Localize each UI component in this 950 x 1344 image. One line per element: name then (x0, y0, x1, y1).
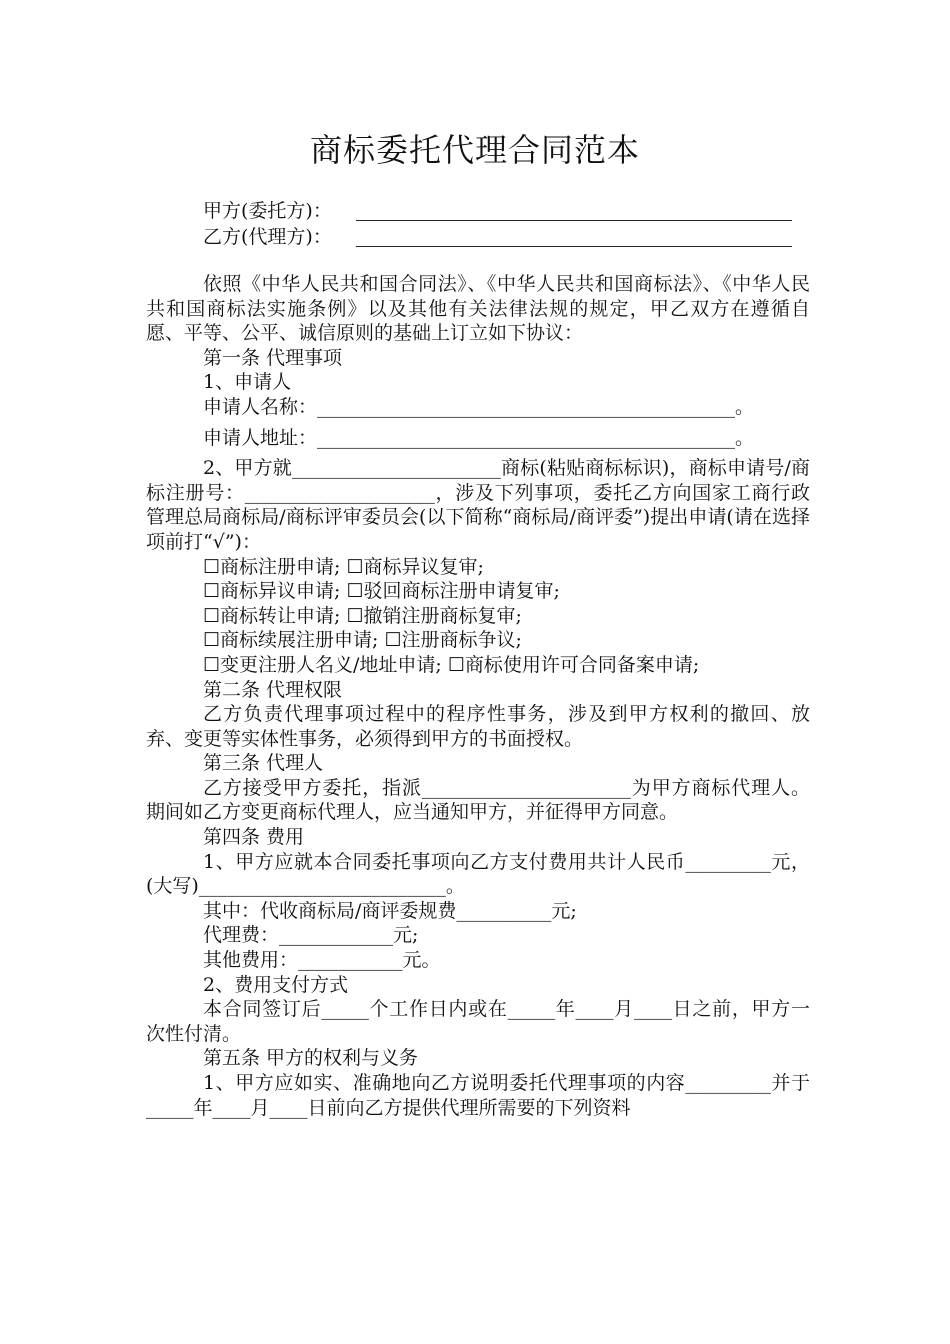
applicant-address-line: 申请人地址：____________________________________________。 (203, 426, 755, 449)
applicant-name-line: 申请人名称：____________________________________________。 (203, 395, 755, 418)
article-2-heading: 第二条 代理权限 (203, 678, 343, 701)
article-5-heading: 第五条 甲方的权利与义务 (203, 1047, 419, 1070)
party-a-label: 甲方(委托方)： (203, 200, 332, 222)
fee-official-line: 其中：代收商标局/商评委规费__________元; (203, 899, 577, 922)
article-2-paragraph: 乙方负责代理事项过程中的程序性事务，涉及到甲方权利的撤回、放弃、变更等实体性事务，必须得到甲方的书面授权。 (146, 703, 810, 750)
fee-other-line: 其他费用：___________元。 (203, 949, 441, 972)
article-3-heading: 第三条 代理人 (203, 752, 324, 775)
party-a-line (203, 199, 332, 224)
preamble-paragraph: 依照《中华人民共和国合同法》、《中华人民共和国商标法》、《中华人民共和国商标法实施条例》以及其他有关法律法规的规定，甲乙双方在遵循自愿、平等、公平、诚信原则的基础上订立如下协议： (146, 273, 810, 345)
option-row-2: ☐商标异议申请; ☐驳回商标注册申请复审; (203, 580, 560, 603)
applicant-heading: 1、申请人 (203, 371, 292, 394)
trademark-matters-paragraph: 2、甲方就______________________商标(粘贴商标标识)，商标申请号/商标注册号：____________________，涉及下列事项，委托乙方向国家工商行政管理总局商标局/商标评审委员会(以下简称“商标局/商评委”)提出申请(请在选择项前打“√”)： (146, 457, 810, 553)
fee-agency-line: 代理费：____________元; (203, 924, 419, 947)
article-3-paragraph: 乙方接受甲方委托，指派______________________为甲方商标代理人。期间如乙方变更商标代理人，应当通知甲方，并征得甲方同意。 (146, 776, 810, 824)
party-a-blank (356, 220, 792, 221)
payment-method-paragraph: 本合同签订后_____个工作日内或在_____年____月____日之前，甲方一次性付清。 (146, 998, 810, 1045)
party-b-blank (356, 246, 792, 247)
article-4-heading: 第四条 费用 (203, 826, 305, 849)
option-row-5: ☐变更注册人名义/地址申请; ☐商标使用许可合同备案申请; (203, 653, 700, 676)
option-row-3: ☐商标转让申请; ☐撤销注册商标复审; (203, 604, 522, 627)
option-row-1: ☐商标注册申请; ☐商标异议复审; (203, 555, 484, 578)
article-1-heading: 第一条 代理事项 (203, 346, 343, 369)
party-a-duty-paragraph: 1、甲方应如实、准确地向乙方说明委托代理事项的内容_________并于_____年____月____日前向乙方提供代理所需要的下列资料 (146, 1072, 810, 1119)
payment-method-heading: 2、费用支付方式 (203, 973, 349, 996)
fee-total-paragraph: 1、甲方应就本合同委托事项向乙方支付费用共计人民币_________元，(大写)__________________________。 (146, 850, 810, 898)
party-b-line (203, 225, 332, 250)
document-title: 商标委托代理合同范本 (309, 131, 640, 169)
contract-body (146, 272, 810, 1120)
option-row-4: ☐商标续展注册申请; ☐注册商标争议; (203, 629, 522, 652)
party-b-label: 乙方(代理方)： (203, 226, 332, 248)
